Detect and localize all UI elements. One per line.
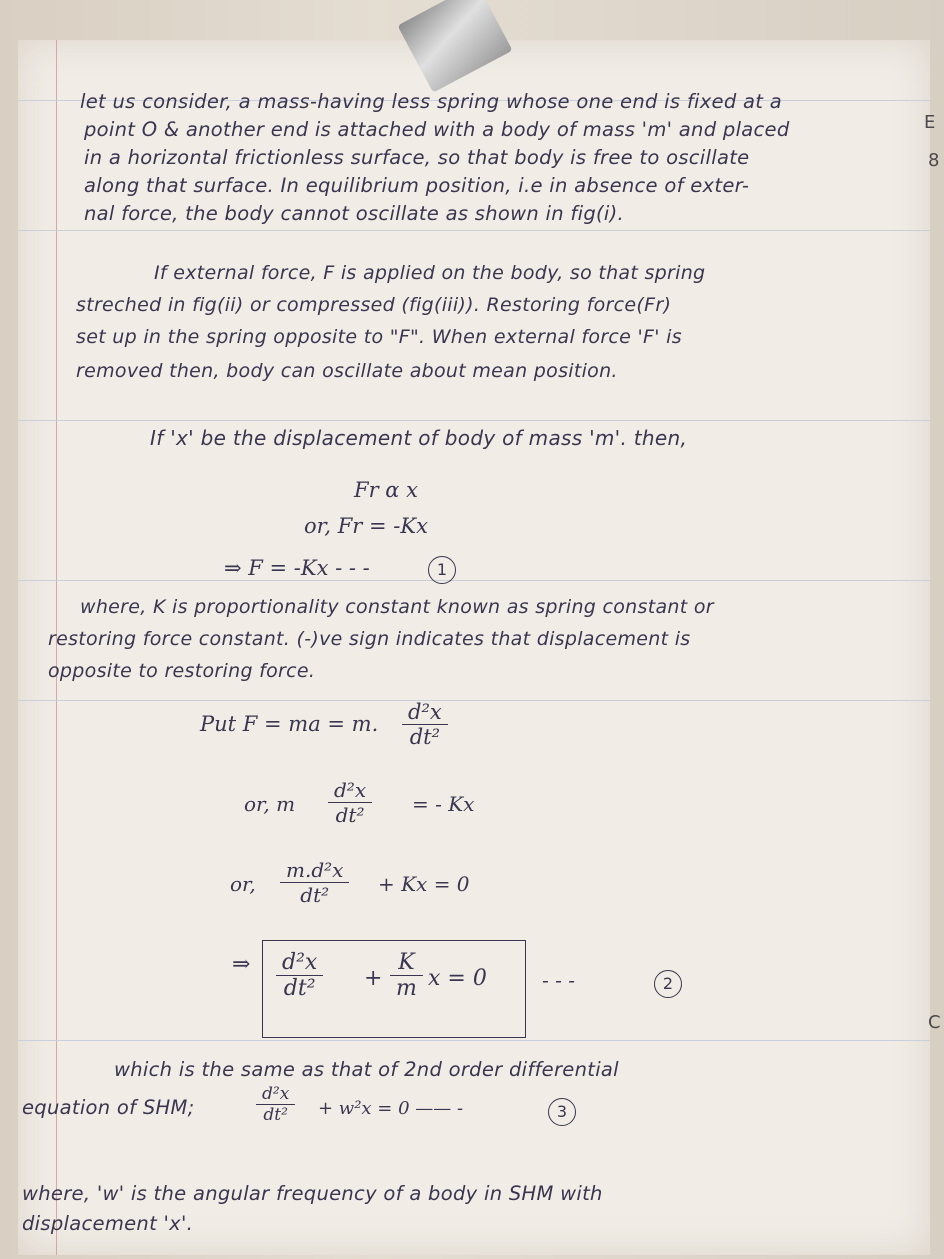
box-numerator-2: K	[390, 950, 423, 976]
p2-line-4: removed then, body can oscillate about mean position.	[76, 360, 618, 382]
ruled-line	[18, 230, 930, 231]
or2-left: or,	[230, 872, 256, 896]
shm-fraction	[256, 1084, 295, 1125]
box-numerator-1: d²x	[276, 950, 323, 976]
put-denominator: dt²	[409, 725, 441, 749]
p6-line-1: where, 'w' is the angular frequency of a body in SHM with	[22, 1182, 603, 1205]
p6-line-2: displacement 'x'.	[22, 1212, 194, 1235]
or1-numerator: d²x	[328, 778, 372, 803]
box-right: x = 0	[428, 966, 487, 991]
p4-line-3: opposite to restoring force.	[48, 660, 316, 682]
p1-line-1: let us consider, a mass-having less spring whose one end is fixed at a	[80, 90, 782, 113]
box-denominator-2: m	[396, 976, 417, 1001]
box-arrow: ⇒	[232, 952, 251, 977]
or2-numerator: m.d²x	[280, 858, 349, 883]
ruled-line	[18, 700, 930, 701]
shm-right: + w²x = 0 —— -	[318, 1098, 464, 1119]
p1-line-5: nal force, the body cannot oscillate as shown in fig(i).	[84, 202, 625, 225]
or1-denominator: dt²	[335, 803, 365, 827]
edge-mark-e: E	[924, 112, 936, 133]
equation-3-tag: 3	[548, 1098, 576, 1126]
equation-restoring: or, Fr = -Kx	[304, 514, 428, 538]
edge-mark-8: 8	[928, 150, 940, 171]
box-fraction-1	[276, 950, 323, 1001]
equation-2-tag: 2	[654, 970, 682, 998]
p5-line-2: equation of SHM;	[22, 1096, 195, 1119]
or1-left: or, m	[244, 792, 296, 816]
equation-1-tag: 1	[428, 556, 456, 584]
p4-line-1: where, K is proportionality constant known as spring constant or	[80, 596, 714, 618]
p1-line-2: point O & another end is attached with a body of mass 'm' and placed	[84, 118, 790, 141]
ruled-line	[18, 580, 930, 581]
p3-line: If 'x' be the displacement of body of mass 'm'. then,	[150, 426, 688, 450]
or1-right: = - Kx	[412, 792, 475, 816]
box-denominator-1: dt²	[283, 976, 316, 1001]
or2-denominator: dt²	[300, 883, 330, 907]
p1-line-3: in a horizontal frictionless surface, so that body is free to oscillate	[84, 146, 750, 169]
p5-line-1: which is the same as that of 2nd order differential	[114, 1058, 619, 1081]
put-fraction	[402, 700, 448, 749]
ruled-line	[18, 420, 930, 421]
box-dash: - - -	[542, 968, 575, 992]
equation-proportional: Fr α x	[354, 478, 418, 502]
shm-numerator: d²x	[256, 1084, 295, 1105]
shm-denominator: dt²	[263, 1105, 288, 1125]
p2-line-3: set up in the spring opposite to "F". When external force 'F' is	[76, 326, 682, 348]
or2-right: + Kx = 0	[378, 872, 470, 896]
or1-fraction	[328, 778, 372, 827]
notebook-page	[18, 40, 930, 1255]
edge-mark-c: C	[928, 1012, 941, 1033]
p1-line-4: along that surface. In equilibrium position, i.e in absence of exter-	[84, 174, 750, 197]
or2-fraction	[280, 858, 349, 907]
put-equation-left: Put F = ma = m.	[200, 712, 379, 736]
put-numerator: d²x	[402, 700, 448, 725]
p2-line-1: If external force, F is applied on the body, so that spring	[154, 262, 706, 284]
box-fraction-2	[390, 950, 423, 1001]
ruled-line	[18, 1040, 930, 1041]
p4-line-2: restoring force constant. (-)ve sign indicates that displacement is	[48, 628, 691, 650]
box-plus: +	[364, 966, 383, 991]
p2-line-2: streched in fig(ii) or compressed (fig(iii)). Restoring force(Fr)	[76, 294, 672, 316]
equation-1: ⇒ F = -Kx - - -	[224, 556, 370, 580]
